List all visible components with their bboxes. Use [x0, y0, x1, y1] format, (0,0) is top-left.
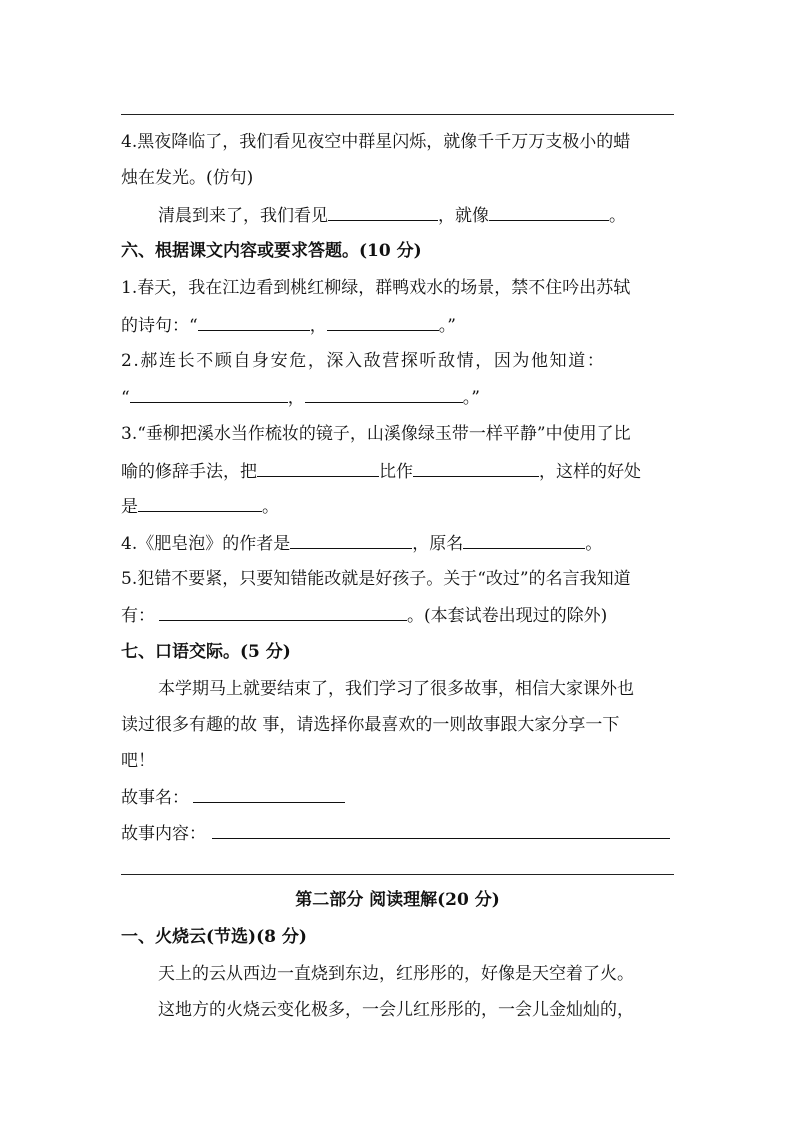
- part2-heading: 第二部分 阅读理解(20 分): [295, 890, 500, 910]
- s6-q3-blank-2[interactable]: [413, 460, 539, 477]
- s6-q2-blank-2[interactable]: [305, 386, 463, 403]
- reading1-para-line1: 天上的云从西边一直烧到东边，红彤彤的，好像是天空着了火。: [158, 964, 634, 984]
- s6-q3-end: 。: [262, 497, 279, 517]
- q4-line1: 4.黑夜降临了，我们看见夜空中群星闪烁，就像千千万万支极小的蜡: [121, 132, 631, 152]
- s6-q5-line1: 5.犯错不要紧，只要知错能改就是好孩子。关于“改过”的名言我知道: [121, 569, 631, 589]
- section6-heading: 六、根据课文内容或要求答题。(10 分): [121, 241, 422, 261]
- story-content-blank[interactable]: [212, 822, 670, 839]
- s6-q1-text-b: ，: [309, 316, 327, 336]
- s6-q2-text-a: “: [121, 388, 130, 408]
- s6-q3-text-d: 是: [121, 497, 138, 517]
- s6-q4-line: [121, 532, 602, 555]
- s6-q1-blank-1[interactable]: [198, 314, 310, 331]
- s7-para-line3: 吧！: [121, 751, 155, 771]
- q4-fill-text-a: 清晨到来了，我们看见: [158, 206, 328, 226]
- reading1-heading: 一、火烧云(节选)(8 分): [121, 927, 307, 947]
- s6-q4-end: 。: [585, 534, 603, 554]
- s6-q1-line1: 1.春天，我在江边看到桃红柳绿，群鸭戏水的场景，禁不住吟出苏轼: [121, 278, 631, 298]
- s6-q5-text-a: 有：: [121, 606, 155, 626]
- story-content-line: [121, 822, 670, 845]
- s6-q2-end: 。”: [462, 388, 480, 408]
- q4-blank-1[interactable]: [328, 204, 438, 221]
- q4-fill-line: [158, 204, 626, 227]
- top-divider: [121, 114, 674, 115]
- q4-blank-2[interactable]: [489, 204, 609, 221]
- q4-line2: 烛在发光。(仿句): [121, 168, 254, 188]
- q4-fill-text-b: ，就像: [438, 206, 489, 226]
- story-content-second-line[interactable]: [121, 874, 674, 875]
- s6-q4-blank-2[interactable]: [463, 532, 585, 549]
- s6-q3-line1: 3.“垂柳把溪水当作梳妆的镜子，山溪像绿玉带一样平静”中使用了比: [121, 424, 631, 444]
- s6-q2-text-b: ，: [287, 388, 305, 408]
- s6-q4-text-b: ，原名: [412, 534, 464, 554]
- story-name-label: 故事名：: [121, 788, 189, 808]
- s7-para-line2: 读过很多有趣的故 事，请选择你最喜欢的一则故事跟大家分享一下: [121, 715, 620, 735]
- s6-q3-text-a: 喻的修辞手法，把: [121, 462, 257, 482]
- s6-q3-text-b: 比作: [379, 462, 413, 482]
- section7-heading: 七、口语交际。(5 分): [121, 642, 291, 662]
- s6-q2-line2: [121, 386, 480, 409]
- s6-q3-line3: [121, 495, 279, 518]
- story-name-line: [121, 786, 345, 809]
- s6-q5-end: 。(本套试卷出现过的除外): [407, 606, 608, 626]
- s6-q4-text-a: 4.《肥皂泡》的作者是: [121, 534, 291, 554]
- s6-q1-end: 。”: [438, 316, 456, 336]
- q4-fill-end: 。: [609, 206, 626, 226]
- s6-q4-blank-1[interactable]: [290, 532, 412, 549]
- s6-q3-blank-3[interactable]: [138, 495, 262, 512]
- s6-q3-blank-1[interactable]: [257, 460, 379, 477]
- s6-q3-line2: [121, 460, 641, 483]
- s7-para-line1: 本学期马上就要结束了，我们学习了很多故事，相信大家课外也: [158, 679, 634, 699]
- s6-q5-blank[interactable]: [159, 604, 407, 621]
- reading1-para-line2: 这地方的火烧云变化极多，一会儿红彤彤的，一会儿金灿灿的，: [158, 1000, 634, 1020]
- s6-q1-blank-2[interactable]: [327, 314, 439, 331]
- story-name-blank[interactable]: [193, 786, 345, 803]
- story-content-label: 故事内容：: [121, 824, 206, 844]
- s6-q1-line2: [121, 314, 456, 337]
- s6-q3-text-c: ，这样的好处: [539, 462, 641, 482]
- s6-q5-line2: [121, 604, 607, 627]
- s6-q2-blank-1[interactable]: [130, 386, 288, 403]
- s6-q2-line1: 2.郝连长不顾自身安危，深入敌营探听敌情，因为他知道：: [121, 351, 606, 371]
- s6-q1-text-a: 的诗句：“: [121, 316, 198, 336]
